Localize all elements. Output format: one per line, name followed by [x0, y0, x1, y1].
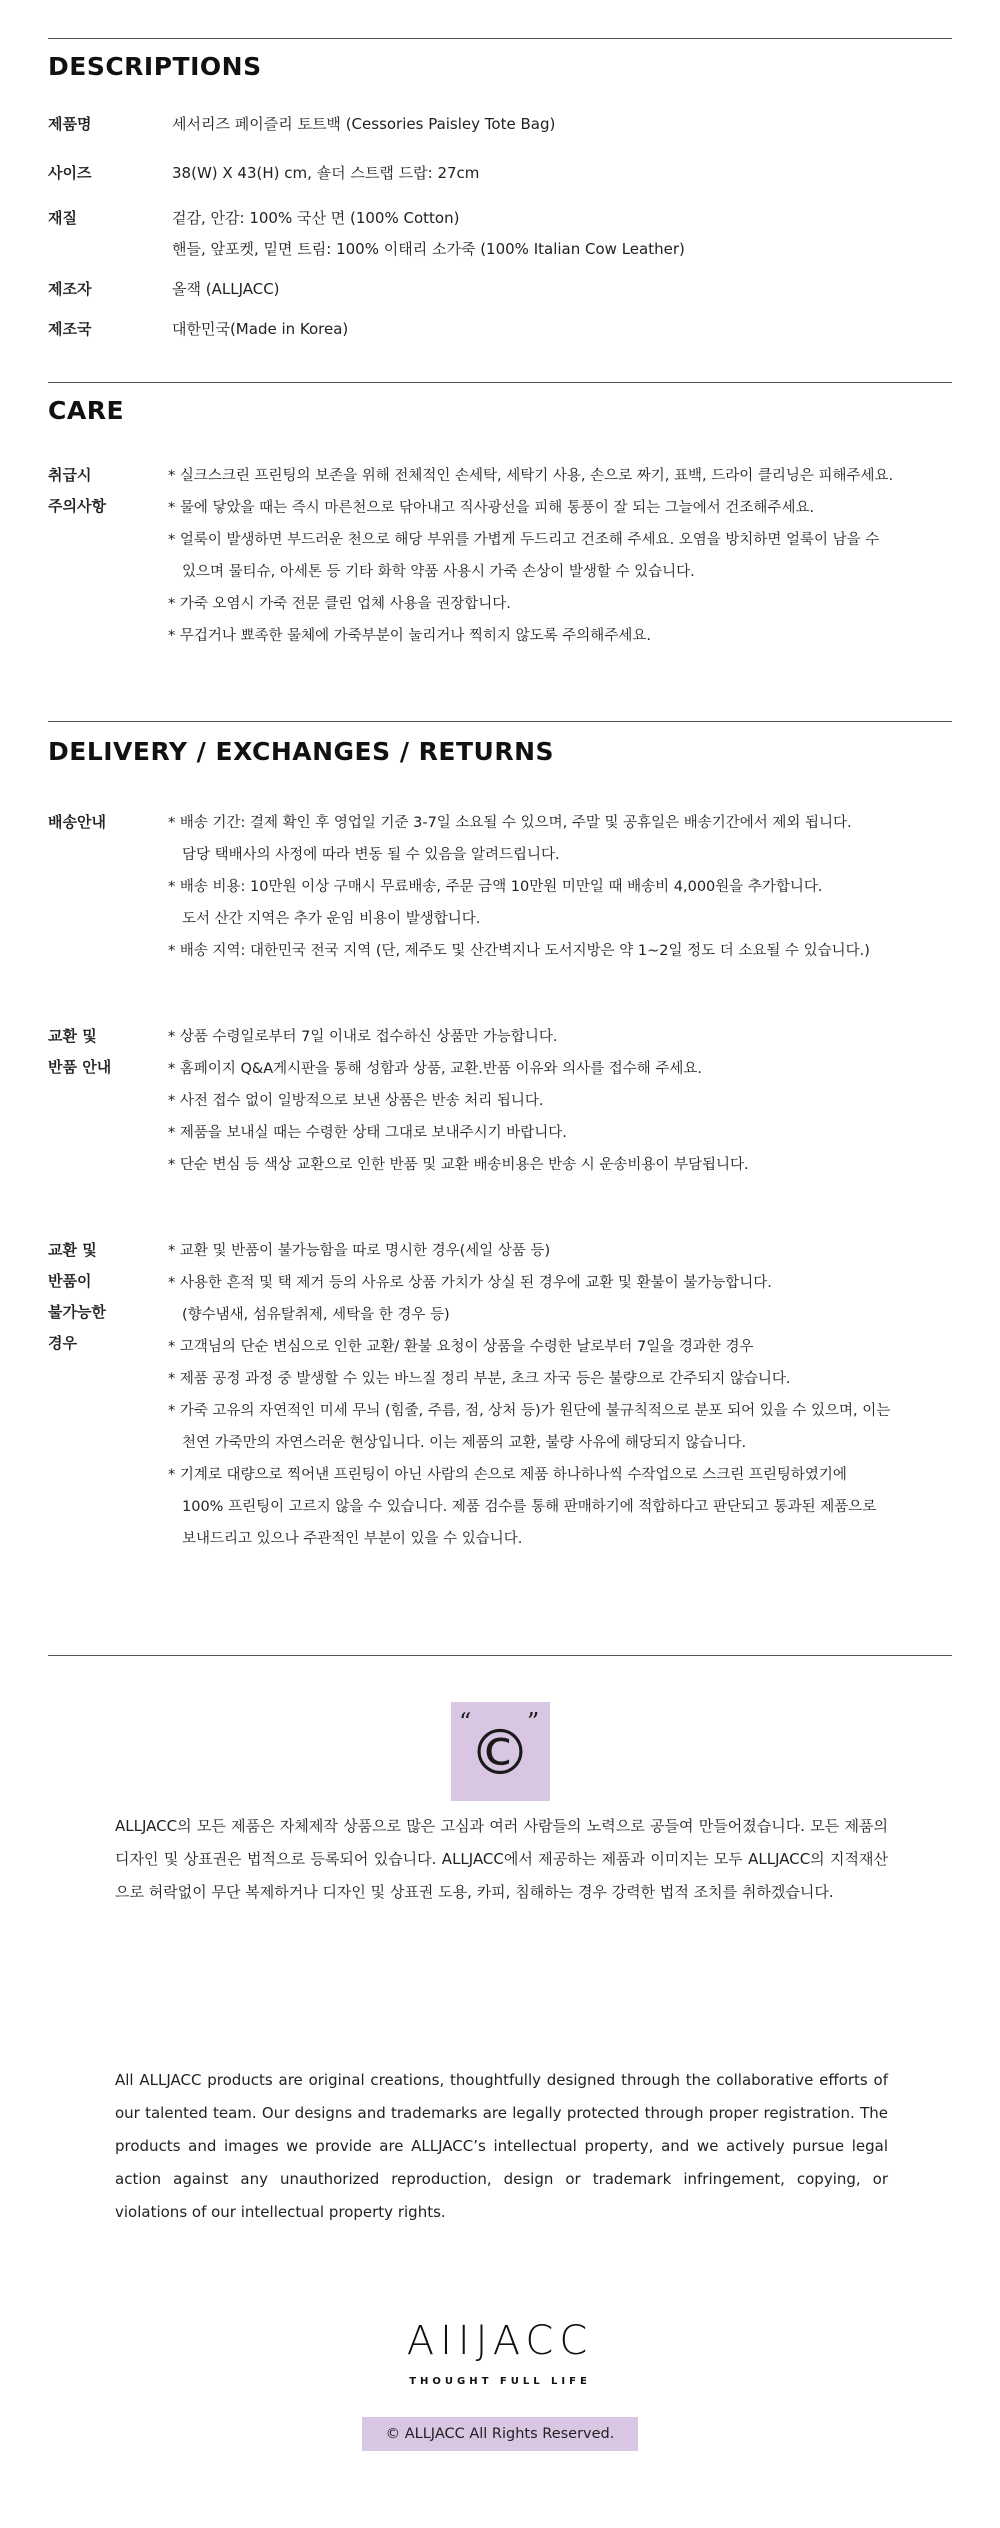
- shipping-list: [168, 807, 958, 967]
- exchange-label-line: 반품 안내: [48, 1058, 112, 1076]
- divider-copyright: [48, 1655, 952, 1656]
- desc-value: [172, 109, 952, 140]
- brand-logo: AIIJACC: [406, 2318, 594, 2364]
- desc-value: [172, 158, 952, 189]
- desc-value: [172, 203, 952, 265]
- care-list: [168, 460, 958, 652]
- desc-label: 사이즈: [48, 164, 92, 182]
- exchange-label: [48, 1021, 168, 1083]
- care-label-line: 취급시: [48, 466, 92, 484]
- delivery-title: DELIVERY / EXCHANGES / RETURNS: [48, 737, 555, 766]
- copyright-badge: [451, 1702, 550, 1801]
- exchange-line: * 홈페이지 Q&A게시판을 통해 성함과 상품, 교환.반품 이유와 의사를 접수해 주세요.: [168, 1061, 703, 1077]
- unavailable-label-line: 경우: [48, 1334, 77, 1352]
- shipping-line: 담당 택배사의 사정에 따라 변동 될 수 있음을 알려드립니다.: [182, 847, 560, 863]
- unavailable-line: * 기계로 대량으로 찍어낸 프린팅이 아닌 사람의 손으로 제품 하나하나씩 수작업으로 스크린 프린팅하였기에: [168, 1467, 847, 1483]
- unavailable-line: * 사용한 흔적 및 택 제거 등의 사유로 상품 가치가 상실 된 경우에 교환 및 환불이 불가능합니다.: [168, 1275, 772, 1291]
- desc-label: 재질: [48, 209, 77, 227]
- desc-label: 제조국: [48, 320, 92, 338]
- copyright-korean: ALLJACC의 모든 제품은 자체제작 상품으로 많은 고심과 여러 사람들의 노력으로 공들여 만들어졌습니다. 모든 제품의 디자인 및 상표권은 법적으로 등록되어 있습니다. ALLJACC에서 제공하는 제품과 이미지는 모두 ALLJACC의 지적재산으로 허락없이 무단 복제하거나 디자인 및 상표권 도용, 카피, 침해하는 경우 강력한 법적 조치를 취하겠습니다.: [115, 1817, 888, 1901]
- shipping-line: 도서 산간 지역은 추가 운임 비용이 발생합니다.: [182, 911, 481, 927]
- shipping-label: [48, 807, 168, 838]
- copyright-icon: ©: [469, 1716, 531, 1789]
- shipping-line: * 배송 비용: 10만원 이상 구매시 무료배송, 주문 금액 10만원 미만일 때 배송비 4,000원을 추가합니다.: [168, 879, 823, 895]
- care-title: CARE: [48, 396, 125, 425]
- unavailable-label-line: 불가능한: [48, 1303, 106, 1321]
- divider-top: [48, 38, 952, 39]
- care-line: * 물에 닿았을 때는 즉시 마른천으로 닦아내고 직사광선을 피해 통풍이 잘 되는 그늘에서 건조해주세요.: [168, 500, 815, 516]
- divider-care: [48, 382, 952, 383]
- exchange-line: * 상품 수령일로부터 7일 이내로 접수하신 상품만 가능합니다.: [168, 1029, 558, 1045]
- desc-value-line: 세서리즈 페이즐리 토트백 (Cessories Paisley Tote Bag): [172, 115, 556, 133]
- desc-value-line: 대한민국(Made in Korea): [172, 320, 349, 338]
- unavailable-line: * 제품 공정 과정 중 발생할 수 있는 바느질 정리 부분, 초크 자국 등은 불량으로 간주되지 않습니다.: [168, 1371, 791, 1387]
- desc-value-line: 겉감, 안감: 100% 국산 면 (100% Cotton): [172, 209, 460, 227]
- care-label-line: 주의사항: [48, 497, 106, 515]
- quote-close-icon: ”: [527, 1708, 540, 1736]
- desc-label: 제품명: [48, 115, 92, 133]
- unavailable-list: [168, 1235, 958, 1555]
- unavailable-line: * 고객님의 단순 변심으로 인한 교환/ 환불 요청이 상품을 수령한 날로부터 7일을 경과한 경우: [168, 1339, 754, 1355]
- unavailable-line: 100% 프린팅이 고르지 않을 수 있습니다. 제품 검수를 통해 판매하기에 적합하다고 판단되고 통과된 제품으로: [182, 1499, 877, 1515]
- unavailable-label-line: 반품이: [48, 1272, 92, 1290]
- exchange-line: * 사전 접수 없이 일방적으로 보낸 상품은 반송 처리 됩니다.: [168, 1093, 544, 1109]
- unavailable-label-line: 교환 및: [48, 1241, 97, 1259]
- care-line: * 얼룩이 발생하면 부드러운 천으로 해당 부위를 가볍게 두드리고 건조해 주세요. 오염을 방치하면 얼룩이 남을 수: [168, 532, 880, 548]
- unavailable-label: [48, 1235, 168, 1359]
- shipping-line: * 배송 기간: 결제 확인 후 영업일 기준 3-7일 소요될 수 있으며, 주말 및 공휴일은 배송기간에서 제외 됩니다.: [168, 815, 852, 831]
- desc-value-line: 38(W) X 43(H) cm, 숄더 스트랩 드랍: 27cm: [172, 164, 480, 182]
- exchange-label-line: 교환 및: [48, 1027, 97, 1045]
- care-line: 있으며 물티슈, 아세톤 등 기타 화학 약품 사용시 가죽 손상이 발생할 수 있습니다.: [182, 564, 695, 580]
- desc-value-line: 핸들, 앞포켓, 밑면 트림: 100% 이태리 소가죽 (100% Italian Cow Leather): [172, 240, 685, 258]
- desc-value: [172, 274, 952, 305]
- rights-badge: © ALLJACC All Rights Reserved.: [362, 2417, 638, 2451]
- care-line: * 무겁거나 뾰족한 물체에 가죽부분이 눌리거나 찍히지 않도록 주의해주세요.: [168, 628, 651, 644]
- desc-label: 제조자: [48, 280, 92, 298]
- exchange-line: * 제품을 보내실 때는 수령한 상태 그대로 보내주시기 바랍니다.: [168, 1125, 567, 1141]
- exchange-list: [168, 1021, 958, 1181]
- unavailable-line: * 교환 및 반품이 불가능함을 따로 명시한 경우(세일 상품 등): [168, 1243, 551, 1259]
- desc-value: [172, 314, 952, 345]
- care-line: * 가죽 오염시 가죽 전문 클린 업체 사용을 권장합니다.: [168, 596, 511, 612]
- shipping-line: * 배송 지역: 대한민국 전국 지역 (단, 제주도 및 산간벽지나 도서지방은 약 1~2일 정도 더 소요될 수 있습니다.): [168, 943, 870, 959]
- descriptions-title: DESCRIPTIONS: [48, 52, 262, 81]
- desc-value-line: 올잭 (ALLJACC): [172, 280, 280, 298]
- copyright-english: All ALLJACC products are original creations, thoughtfully designed through the collaborative efforts of our talented team. Our designs and trademarks are legally protected through proper registration. The products and images we provide are ALLJACC’s intellectual property, and we actively pursue legal action against any unauthorized reproduction, design or trademark infringement, copying, or violations of our intellectual property rights.: [115, 2071, 888, 2221]
- unavailable-line: 보내드리고 있으나 주관적인 부분이 있을 수 있습니다.: [182, 1531, 523, 1547]
- unavailable-line: (향수냄새, 섬유탈취제, 세탁을 한 경우 등): [182, 1307, 450, 1323]
- unavailable-line: 천연 가죽만의 자연스러운 현상입니다. 이는 제품의 교환, 불량 사유에 해당되지 않습니다.: [182, 1435, 747, 1451]
- brand-tagline: THOUGHT FULL LIFE: [409, 2376, 591, 2387]
- shipping-label-line: 배송안내: [48, 813, 106, 831]
- exchange-line: * 단순 변심 등 색상 교환으로 인한 반품 및 교환 배송비용은 반송 시 운송비용이 부담됩니다.: [168, 1157, 749, 1173]
- unavailable-line: * 가죽 고유의 자연적인 미세 무늬 (힘줄, 주름, 점, 상처 등)가 원단에 불규칙적으로 분포 되어 있을 수 있으며, 이는: [168, 1403, 891, 1419]
- care-label: [48, 460, 168, 522]
- divider-delivery: [48, 721, 952, 722]
- care-line: * 실크스크린 프린팅의 보존을 위해 전체적인 손세탁, 세탁기 사용, 손으로 짜기, 표백, 드라이 클리닝은 피해주세요.: [168, 468, 894, 484]
- quote-open-icon: “: [459, 1708, 472, 1736]
